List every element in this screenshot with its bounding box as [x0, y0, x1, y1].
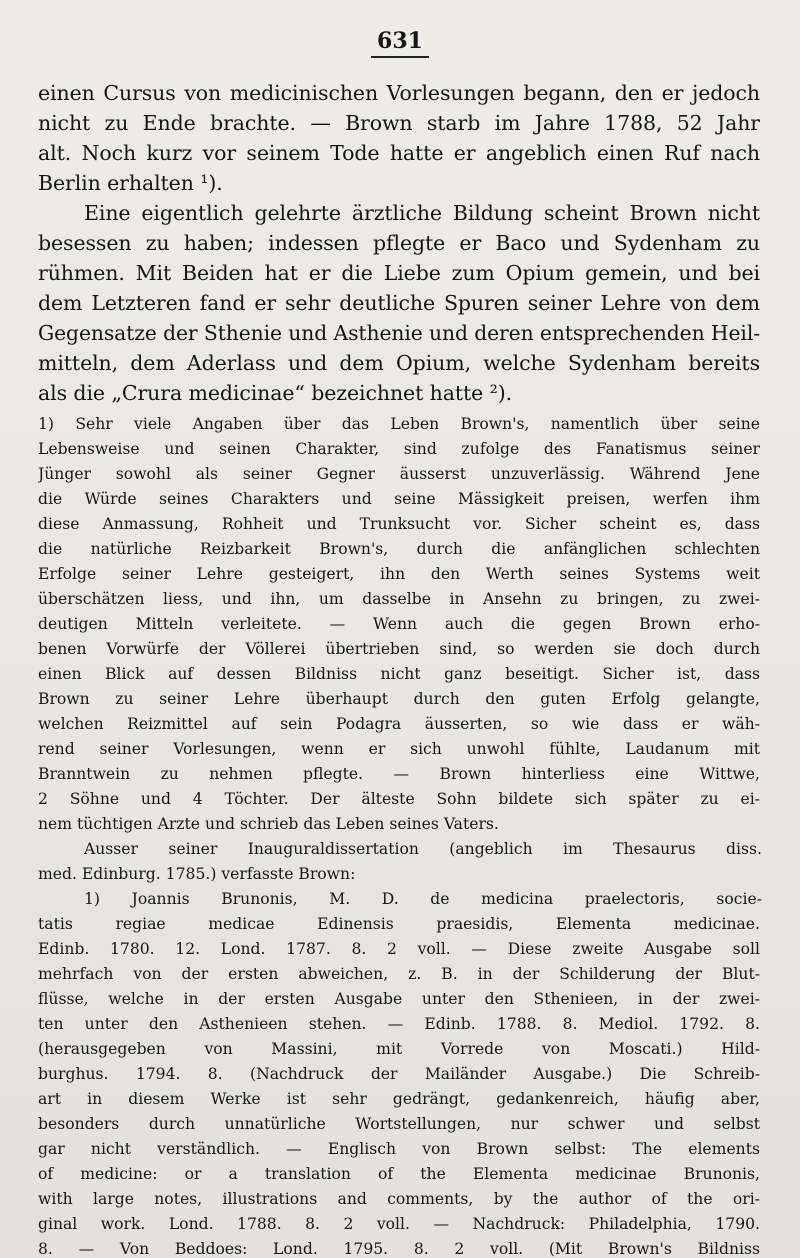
footnote-line: ten unter den Asthenieen stehen. — Edinb. 1788. 8. Mediol. 1792. 8.	[38, 1015, 760, 1033]
footnote-line: Jünger sowohl als seiner Gegner äusserst unzuverlässig. Während Jene	[38, 465, 760, 483]
footnote-line: flüsse, welche in der ersten Ausgabe unter den Sthenieen, in der zwei-	[38, 990, 760, 1008]
footnote-line: benen Vorwürfe der Völlerei übertrieben sind, so werden sie doch durch	[38, 640, 760, 658]
footnote-line: 1) Joannis Brunonis, M. D. de medicina praelectoris, socie-	[84, 890, 762, 908]
footnote-line: die natürliche Reizbarkeit Brown's, durch die anfänglichen schlechten	[38, 540, 760, 558]
footnote-line: with large notes, illustrations and comments, by the author of the ori-	[38, 1190, 760, 1208]
main-text-line: einen Cursus von medicinischen Vorlesungen begann, den er jedoch	[38, 81, 760, 105]
footnote-line: besonders durch unnatürliche Wortstellungen, nur schwer und selbst	[38, 1115, 760, 1133]
main-text-line: mitteln, dem Aderlass und dem Opium, welche Sydenham bereits	[38, 351, 760, 375]
footnote-line: gar nicht verständlich. — Englisch von Brown selbst: The elements	[38, 1140, 760, 1158]
footnote-line: ginal work. Lond. 1788. 8. 2 voll. — Nachdruck: Philadelphia, 1790.	[38, 1215, 760, 1233]
main-text-line: Berlin erhalten ¹).	[38, 171, 223, 195]
footnote-line: die Würde seines Charakters und seine Mässigkeit preisen, werfen ihm	[38, 490, 760, 508]
footnote-line: Edinb. 1780. 12. Lond. 1787. 8. 2 voll. — Diese zweite Ausgabe soll	[38, 940, 760, 958]
main-text-line: rühmen. Mit Beiden hat er die Liebe zum Opium gemein, und bei	[38, 261, 760, 285]
main-text-line: Gegensatze der Sthenie und Asthenie und deren entsprechenden Heil-	[38, 321, 760, 345]
page-number: 631	[0, 28, 800, 58]
footnote-line: einen Blick auf dessen Bildniss nicht ganz beseitigt. Sicher ist, dass	[38, 665, 760, 683]
footnote-line: Brown zu seiner Lehre überhaupt durch den guten Erfolg gelangte,	[38, 690, 760, 708]
main-text-line: Eine eigentlich gelehrte ärztliche Bildung scheint Brown nicht	[84, 201, 760, 225]
footnote-line: Erfolge seiner Lehre gesteigert, ihn den Werth seines Systems weit	[38, 565, 760, 583]
footnote-line: diese Anmassung, Rohheit und Trunksucht vor. Sicher scheint es, dass	[38, 515, 760, 533]
footnote-line: überschätzen liess, und ihn, um dasselbe in Ansehn zu bringen, zu zwei-	[38, 590, 760, 608]
footnote-line: 8. — Von Beddoes: Lond. 1795. 8. 2 voll. (Mit Brown's Bildniss	[38, 1240, 760, 1258]
footnote-line: 2 Söhne und 4 Töchter. Der älteste Sohn bildete sich später zu ei-	[38, 790, 760, 808]
footnote-line: deutigen Mitteln verleitete. — Wenn auch die gegen Brown erho-	[38, 615, 760, 633]
footnote-line: Ausser seiner Inauguraldissertation (angeblich im Thesaurus diss.	[84, 840, 762, 858]
footnote-line: (herausgegeben von Massini, mit Vorrede von Moscati.) Hild-	[38, 1040, 760, 1058]
footnote-line: of medicine: or a translation of the Elementa medicinae Brunonis,	[38, 1165, 760, 1183]
footnote-line: burghus. 1794. 8. (Nachdruck der Mailänder Ausgabe.) Die Schreib-	[38, 1065, 760, 1083]
main-text-line: nicht zu Ende brachte. — Brown starb im Jahre 1788, 52 Jahr	[38, 111, 760, 135]
footnote-line: Branntwein zu nehmen pflegte. — Brown hinterliess eine Wittwe,	[38, 765, 760, 783]
footnote-line: rend seiner Vorlesungen, wenn er sich unwohl fühlte, Laudanum mit	[38, 740, 760, 758]
main-text-line: besessen zu haben; indessen pflegte er Baco und Sydenham zu	[38, 231, 760, 255]
main-text-line: alt. Noch kurz vor seinem Tode hatte er angeblich einen Ruf nach	[38, 141, 760, 165]
main-text-line: dem Letzteren fand er sehr deutliche Spuren seiner Lehre von dem	[38, 291, 760, 315]
footnote-line: mehrfach von der ersten abweichen, z. B. in der Schilderung der Blut-	[38, 965, 760, 983]
footnote-line: Lebensweise und seinen Charakter, sind zufolge des Fanatismus seiner	[38, 440, 760, 458]
footnote-line: nem tüchtigen Arzte und schrieb das Leben seines Vaters.	[38, 815, 499, 833]
footnote-line: med. Edinburg. 1785.) verfasste Brown:	[38, 865, 356, 883]
footnote-line: tatis regiae medicae Edinensis praesidis, Elementa medicinae.	[38, 915, 760, 933]
footnote-line: welchen Reizmittel auf sein Podagra äusserten, so wie dass er wäh-	[38, 715, 760, 733]
footnote-line: art in diesem Werke ist sehr gedrängt, gedankenreich, häufig aber,	[38, 1090, 760, 1108]
main-text-line: als die „Crura medicinae“ bezeichnet hatte ²).	[38, 381, 513, 405]
footnote-line: 1) Sehr viele Angaben über das Leben Brown's, namentlich über seine	[38, 415, 760, 433]
